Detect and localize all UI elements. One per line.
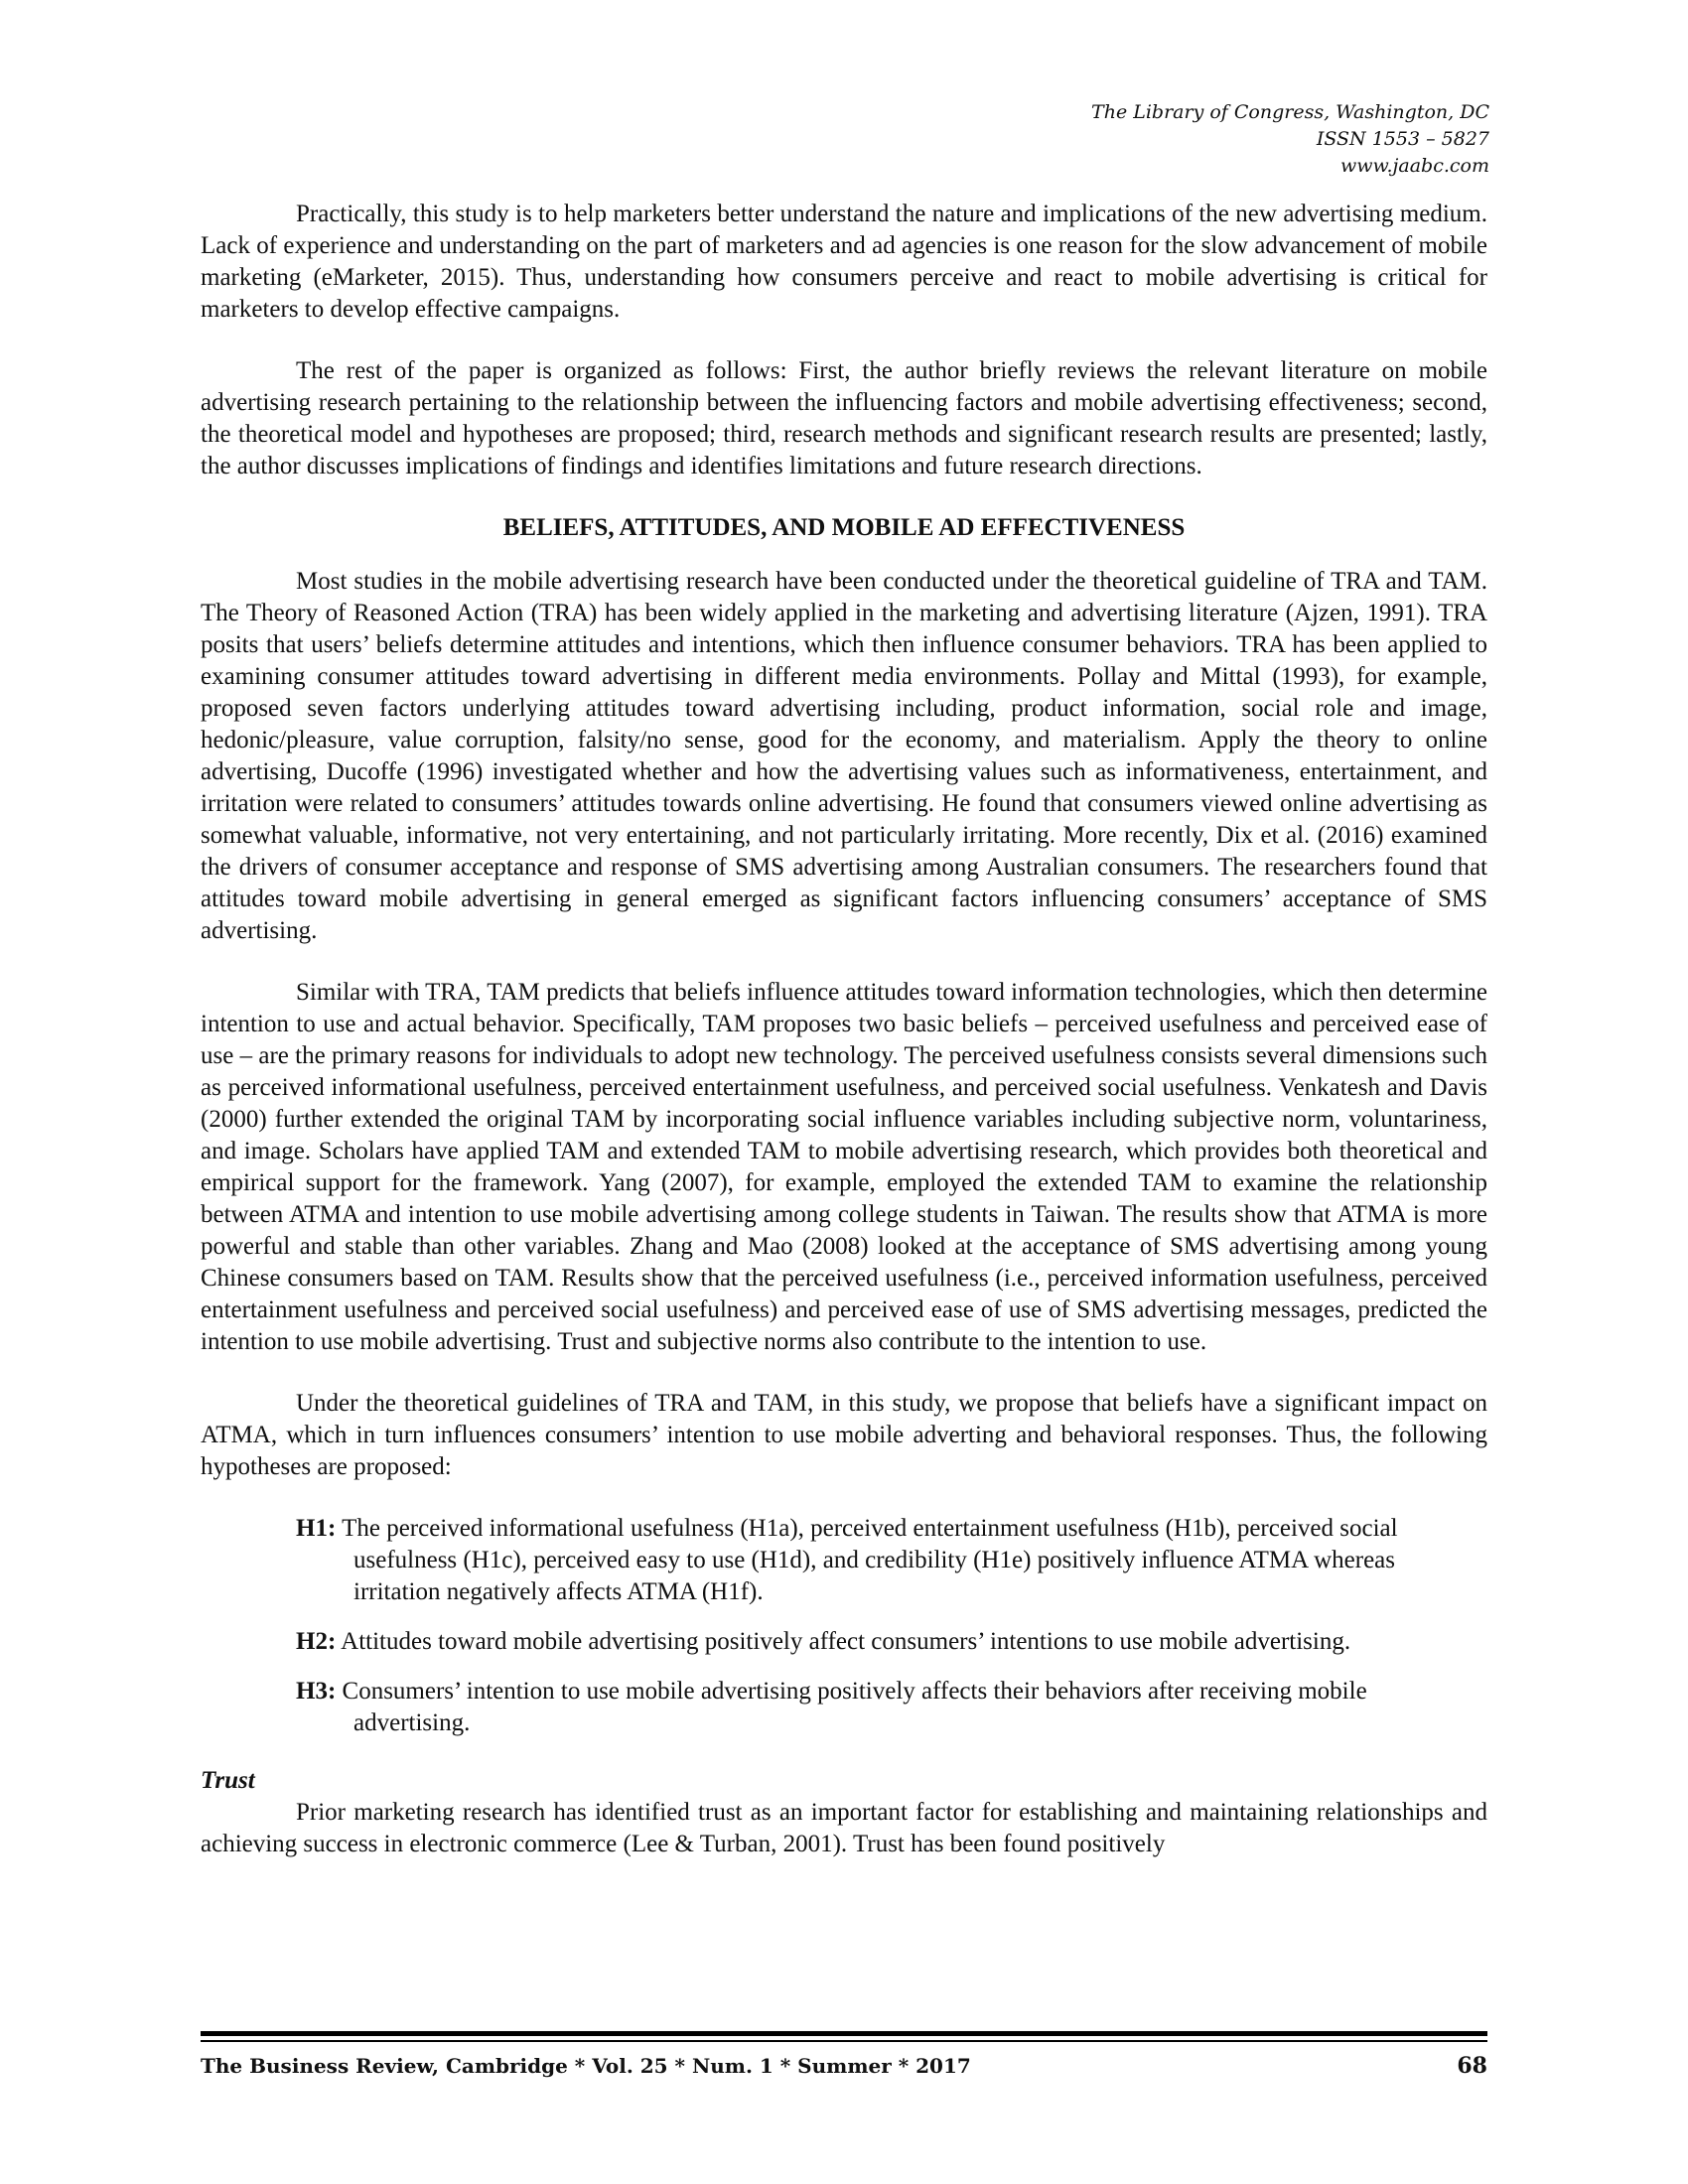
paragraph: Under the theoretical guidelines of TRA and TAM, in this study, we propose that beliefs have a significant impact on ATMA, which in turn influences consumers’ intention to use mobile adverting and behavioral responses. Thus, the following hypotheses are proposed: (201, 1390, 1487, 1480)
subsection-heading: Trust (201, 1767, 255, 1794)
section-heading: BELIEFS, ATTITUDES, AND MOBILE AD EFFECTIVENESS (502, 514, 1186, 541)
header-issn: ISSN 1553 – 5827 (1316, 128, 1489, 150)
paragraph: Prior marketing research has identified trust as an important factor for establishing and maintaining relationships and achieving success in electronic commerce (Lee & Turban, 2001). Trust has been found positively (201, 1799, 1487, 1857)
hypothesis-text: Attitudes toward mobile advertising positively affect consumers’ intentions to use mobile advertising. (341, 1628, 1351, 1655)
body-text (201, 199, 1487, 1890)
running-header (1091, 99, 1489, 180)
hypothesis-h1 (296, 1513, 1458, 1608)
footer-rule (201, 2031, 1487, 2036)
hypothesis-text: Consumers’ intention to use mobile advertising positively affects their behaviors after receiving mobile advertising. (342, 1678, 1367, 1736)
hypothesis-label: H1: (296, 1515, 337, 1542)
hypothesis-label: H3: (296, 1678, 337, 1705)
footer-journal: The Business Review, Cambridge * Vol. 25 * Num. 1 * Summer * 2017 (201, 2054, 971, 2078)
header-website: www.jaabc.com (1339, 155, 1489, 177)
hypothesis-h2 (296, 1626, 1458, 1658)
hypothesis-text: The perceived informational usefulness (H1a), perceived entertainment usefulness (H1b), perceived social usefulness (H1c), perceived easy to use (H1d), and credibility (H1e) positively influence ATMA whereas irritation negatively affects ATMA (H1f). (342, 1515, 1398, 1605)
hypothesis-h3 (296, 1676, 1458, 1739)
page-number: 68 (1457, 2053, 1487, 2079)
running-footer (201, 2051, 1487, 2081)
paragraph: Practically, this study is to help marketers better understand the nature and implications of the new advertising medium. Lack of experience and understanding on the part of marketers and ad agencies is one reason for the slow advancement of mobile marketing (eMarketer, 2015). Thus, understanding how consumers perceive and react to mobile advertising is critical for marketers to develop effective campaigns. (201, 201, 1487, 323)
header-publisher: The Library of Congress, Washington, DC (1091, 101, 1489, 123)
paragraph: Similar with TRA, TAM predicts that beliefs influence attitudes toward information technologies, which then determine intention to use and actual behavior. Specifically, TAM proposes two basic beliefs – perceived usefulness and perceived ease of use – are the primary reasons for individuals to adopt new technology. The perceived usefulness consists several dimensions such as perceived informational usefulness, perceived entertainment usefulness, and perceived social usefulness. Venkatesh and Davis (2000) further extended the original TAM by incorporating social influence variables including subjective norm, voluntariness, and image. Scholars have applied TAM and extended TAM to mobile advertising research, which provides both theoretical and empirical support for the framework. Yang (2007), for example, employed the extended TAM to examine the relationship between ATMA and intention to use mobile advertising among college students in Taiwan. The results show that ATMA is more powerful and stable than other variables. Zhang and Mao (2008) looked at the acceptance of SMS advertising among young Chinese consumers based on TAM. Results show that the perceived usefulness (i.e., perceived information usefulness, perceived entertainment usefulness and perceived social usefulness) and perceived ease of use of SMS advertising messages, predicted the intention to use mobile advertising. Trust and subjective norms also contribute to the intention to use. (201, 979, 1487, 1355)
hypothesis-label: H2: (296, 1628, 337, 1655)
paragraph: The rest of the paper is organized as follows: First, the author briefly reviews the relevant literature on mobile advertising research pertaining to the relationship between the influencing factors and mobile advertising effectiveness; second, the theoretical model and hypotheses are proposed; third, research methods and significant research results are presented; lastly, the author discusses implications of findings and identifies limitations and future research directions. (201, 357, 1487, 479)
paragraph: Most studies in the mobile advertising research have been conducted under the theoretical guideline of TRA and TAM. The Theory of Reasoned Action (TRA) has been widely applied in the marketing and advertising literature (Ajzen, 1991). TRA posits that users’ beliefs determine attitudes and intentions, which then influence consumer behaviors. TRA has been applied to examining consumer attitudes toward advertising in different media environments. Pollay and Mittal (1993), for example, proposed seven factors underlying attitudes toward advertising including, product information, social role and image, hedonic/pleasure, value corruption, falsity/no sense, good for the economy, and materialism. Apply the theory to online advertising, Ducoffe (1996) investigated whether and how the advertising values such as informativeness, entertainment, and irritation were related to consumers’ attitudes towards online advertising. He found that consumers viewed online advertising as somewhat valuable, informative, not very entertaining, and not particularly irritating. More recently, Dix et al. (2016) examined the drivers of consumer acceptance and response of SMS advertising among Australian consumers. The researchers found that attitudes toward mobile advertising in general emerged as significant factors influencing consumers’ acceptance of SMS advertising. (201, 568, 1487, 944)
footer-rule-thin (201, 2040, 1487, 2042)
